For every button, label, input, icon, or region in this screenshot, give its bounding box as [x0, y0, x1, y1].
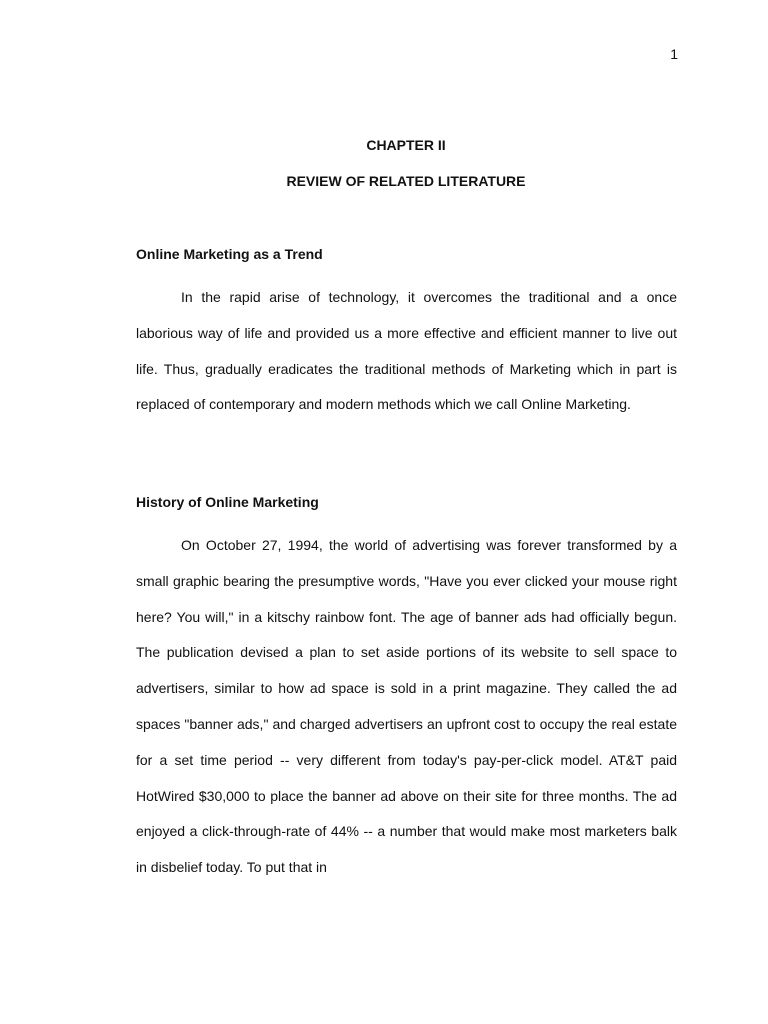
section-paragraph: On October 27, 1994, the world of advertising was forever transformed by a small graphic bearing the presumptive words, "Have you ever clicked your mouse right here? You will," in a kitschy rainbow font. The age of banner ads had officially begun. The publication devised a plan to set aside portions of its website to sell space to advertisers, similar to how ad space is sold in a print magazine. They called the ad spaces "banner ads," and charged advertisers an upfront cost to occupy the real estate for a set time period -- very different from today's pay-per-click model. AT&T paid HotWired $30,000 to place the banner ad above on their site for three months. The ad enjoyed a click-through-rate of 44% -- a number that would make most marketers balk in disbelief today. To put that in	[136, 537, 677, 876]
section-history-online-marketing	[136, 492, 677, 886]
chapter-subtitle: REVIEW OF RELATED LITERATURE	[286, 173, 526, 189]
section-online-marketing-trend	[136, 244, 677, 423]
chapter-title: CHAPTER II	[366, 137, 446, 153]
section-heading: Online Marketing as a Trend	[136, 246, 323, 262]
section-paragraph: In the rapid arise of technology, it overcomes the traditional and a once laborious way of life and provided us a more effective and efficient manner to live out life. Thus, gradually eradicates the traditional methods of Marketing which in part is replaced of contemporary and modern methods which we call Online Marketing.	[136, 289, 677, 413]
section-heading: History of Online Marketing	[136, 494, 319, 510]
page-number: 1	[670, 46, 678, 62]
